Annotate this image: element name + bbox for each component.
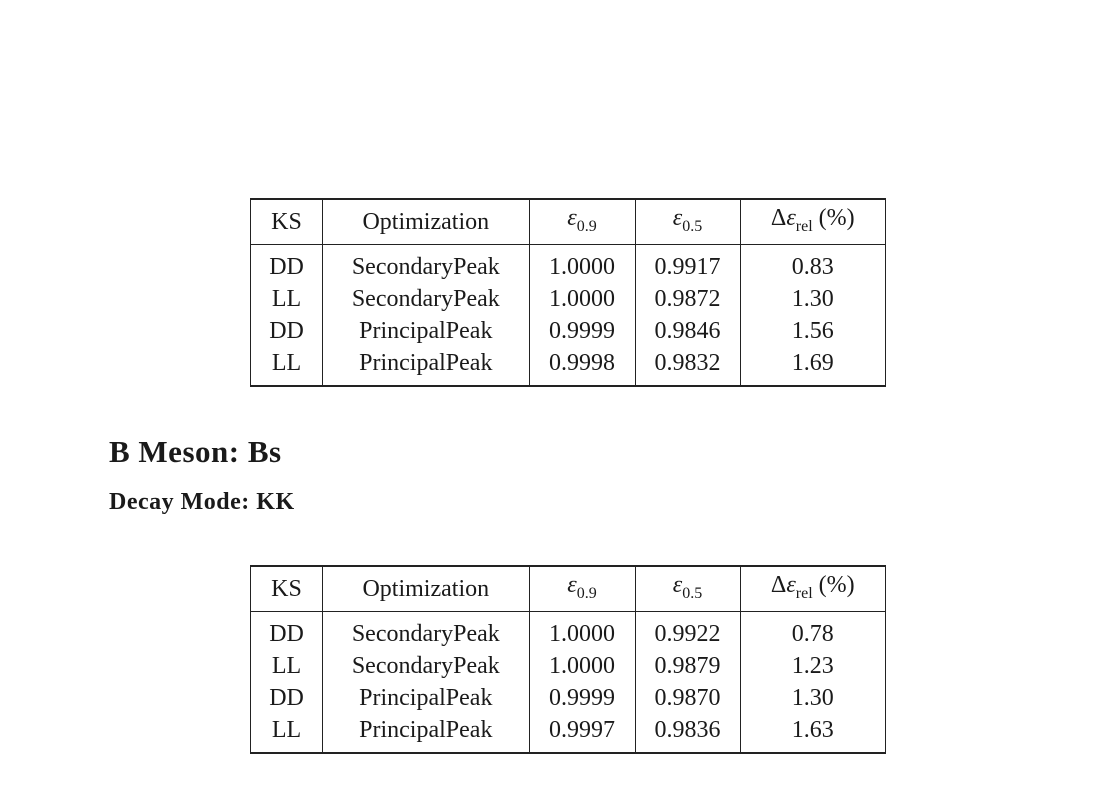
cell-eps-0-9: 0.9999 [529,315,635,347]
cell-delta: 1.56 [740,315,885,347]
table-header-row [251,566,886,612]
header-eps-0-5: $\varepsilon_{0.5}$ [635,566,740,612]
cell-ks: DD [251,682,323,714]
cell-optimization: PrincipalPeak [323,315,530,347]
cell-eps-0-5: 0.9836 [635,714,740,753]
cell-optimization: SecondaryPeak [323,245,530,284]
table-row [251,245,886,284]
header-eps-0-9: $\varepsilon_{0.9}$ [529,199,635,245]
table-row [251,612,886,651]
efficiency-table-2 [250,565,886,754]
cell-delta: 1.63 [740,714,885,753]
table-row [251,315,886,347]
header-delta-eps-rel: $\Delta\varepsilon_{rel}$ (%) [740,199,885,245]
table-row [251,347,886,386]
cell-optimization: PrincipalPeak [323,714,530,753]
cell-eps-0-5: 0.9922 [635,612,740,651]
table-header-row [251,199,886,245]
cell-optimization: SecondaryPeak [323,283,530,315]
cell-ks: LL [251,714,323,753]
cell-delta: 0.83 [740,245,885,284]
cell-eps-0-5: 0.9846 [635,315,740,347]
cell-eps-0-5: 0.9917 [635,245,740,284]
cell-delta: 1.23 [740,650,885,682]
cell-eps-0-9: 1.0000 [529,650,635,682]
cell-ks: LL [251,650,323,682]
table-row [251,650,886,682]
cell-eps-0-9: 1.0000 [529,283,635,315]
section-subheading: Decay Mode: KK [109,489,295,515]
cell-eps-0-9: 1.0000 [529,612,635,651]
cell-ks: LL [251,283,323,315]
cell-delta: 1.30 [740,682,885,714]
section-heading: B Meson: Bs [109,434,282,469]
header-eps-0-5: $\varepsilon_{0.5}$ [635,199,740,245]
cell-eps-0-5: 0.9879 [635,650,740,682]
cell-optimization: SecondaryPeak [323,612,530,651]
cell-eps-0-9: 1.0000 [529,245,635,284]
cell-eps-0-5: 0.9870 [635,682,740,714]
cell-optimization: SecondaryPeak [323,650,530,682]
header-delta-eps-rel: $\Delta\varepsilon_{rel}$ (%) [740,566,885,612]
table-row [251,283,886,315]
cell-delta: 0.78 [740,612,885,651]
header-ks: KS [251,566,323,612]
cell-eps-0-9: 0.9997 [529,714,635,753]
header-eps-0-9: $\varepsilon_{0.9}$ [529,566,635,612]
cell-optimization: PrincipalPeak [323,682,530,714]
efficiency-table-1 [250,198,886,387]
cell-ks: DD [251,245,323,284]
header-ks: KS [251,199,323,245]
cell-optimization: PrincipalPeak [323,347,530,386]
cell-ks: DD [251,612,323,651]
cell-delta: 1.69 [740,347,885,386]
header-optimization: Optimization [323,566,530,612]
header-optimization: Optimization [323,199,530,245]
cell-eps-0-5: 0.9832 [635,347,740,386]
table-row [251,682,886,714]
cell-eps-0-9: 0.9999 [529,682,635,714]
cell-delta: 1.30 [740,283,885,315]
cell-eps-0-5: 0.9872 [635,283,740,315]
cell-ks: LL [251,347,323,386]
cell-eps-0-9: 0.9998 [529,347,635,386]
table-row [251,714,886,753]
cell-ks: DD [251,315,323,347]
